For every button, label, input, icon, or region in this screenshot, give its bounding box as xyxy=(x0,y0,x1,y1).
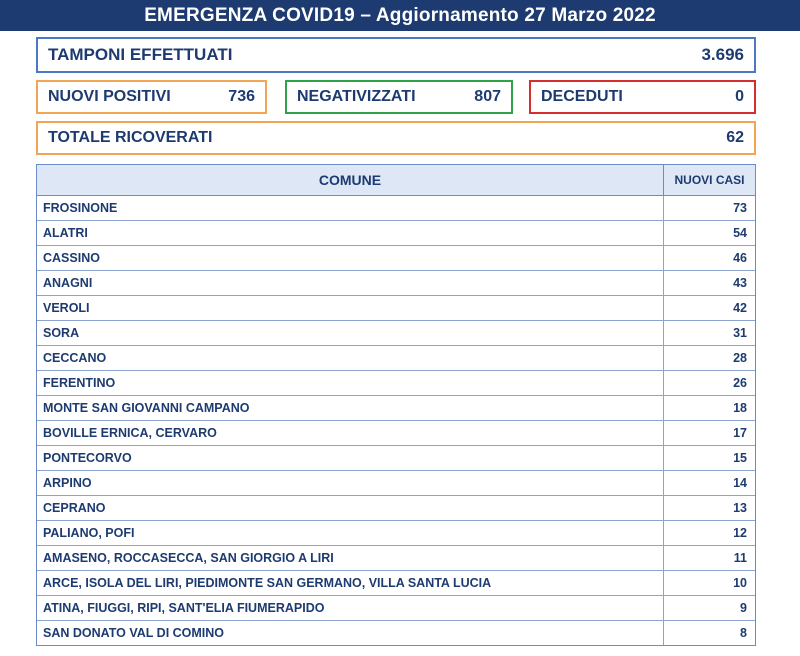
table-row xyxy=(37,371,755,396)
table-row xyxy=(37,571,755,596)
table-row xyxy=(37,296,755,321)
table-row xyxy=(37,221,755,246)
nuovi-casi-cell: 46 xyxy=(733,251,747,265)
table-row xyxy=(37,271,755,296)
table-row xyxy=(37,246,755,271)
comune-cell: PALIANO, POFI xyxy=(37,521,664,545)
deceduti-label: DECEDUTI xyxy=(541,88,623,105)
nuovi-casi-cell: 8 xyxy=(740,626,747,640)
table-row xyxy=(37,521,755,546)
nuovi-casi-cell: 28 xyxy=(733,351,747,365)
tamponi-value: 3.696 xyxy=(701,45,744,64)
comuni-table xyxy=(36,164,756,646)
table-body xyxy=(37,196,755,645)
nuovi-casi-cell: 12 xyxy=(733,526,747,540)
table-header xyxy=(37,165,755,196)
comune-cell: CASSINO xyxy=(37,246,664,270)
tamponi-label: TAMPONI EFFETTUATI xyxy=(48,45,233,64)
nuovi-casi-cell: 54 xyxy=(733,226,747,240)
negativizzati-value: 807 xyxy=(474,88,501,105)
report-header xyxy=(0,0,800,31)
nuovi-casi-cell: 14 xyxy=(733,476,747,490)
table-row xyxy=(37,471,755,496)
column-header-nuovi-casi: NUOVI CASI xyxy=(674,173,745,187)
totale-ricoverati-label: TOTALE RICOVERATI xyxy=(48,129,213,146)
comune-cell: ARPINO xyxy=(37,471,664,495)
nuovi-casi-cell: 13 xyxy=(733,501,747,515)
comune-cell: PONTECORVO xyxy=(37,446,664,470)
comune-cell: ALATRI xyxy=(37,221,664,245)
nuovi-casi-cell: 15 xyxy=(733,451,747,465)
comune-cell: SAN DONATO VAL DI COMINO xyxy=(37,621,664,645)
nuovi-casi-cell: 11 xyxy=(733,551,747,565)
totale-ricoverati-box xyxy=(36,121,756,155)
comune-cell: FROSINONE xyxy=(37,196,664,220)
comune-cell: FERENTINO xyxy=(37,371,664,395)
nuovi-casi-cell: 9 xyxy=(740,601,747,615)
table-row xyxy=(37,421,755,446)
comune-cell: CEPRANO xyxy=(37,496,664,520)
comune-cell: AMASENO, ROCCASECCA, SAN GIORGIO A LIRI xyxy=(37,546,664,570)
nuovi-positivi-label: NUOVI POSITIVI xyxy=(48,88,171,105)
nuovi-positivi-box xyxy=(36,80,267,114)
nuovi-positivi-value: 736 xyxy=(228,88,255,105)
comune-cell: SORA xyxy=(37,321,664,345)
nuovi-casi-cell: 73 xyxy=(733,201,747,215)
nuovi-casi-cell: 42 xyxy=(733,301,747,315)
comune-cell: VEROLI xyxy=(37,296,664,320)
comune-cell: ATINA, FIUGGI, RIPI, SANT'ELIA FIUMERAPIDO xyxy=(37,596,664,620)
table-row xyxy=(37,346,755,371)
comune-cell: ARCE, ISOLA DEL LIRI, PIEDIMONTE SAN GERMANO, VILLA SANTA LUCIA xyxy=(37,571,664,595)
table-row xyxy=(37,496,755,521)
totale-ricoverati-value: 62 xyxy=(726,129,744,146)
report-title: EMERGENZA COVID19 – Aggiornamento 27 Marzo 2022 xyxy=(144,4,656,26)
comune-cell: MONTE SAN GIOVANNI CAMPANO xyxy=(37,396,664,420)
nuovi-casi-cell: 18 xyxy=(733,401,747,415)
column-header-comune: COMUNE xyxy=(37,165,664,195)
table-row xyxy=(37,321,755,346)
table-row xyxy=(37,596,755,621)
table-row xyxy=(37,621,755,645)
table-row xyxy=(37,196,755,221)
negativizzati-label: NEGATIVIZZATI xyxy=(297,88,416,105)
nuovi-casi-cell: 10 xyxy=(733,576,747,590)
comune-cell: CECCANO xyxy=(37,346,664,370)
nuovi-casi-cell: 26 xyxy=(733,376,747,390)
table-row xyxy=(37,546,755,571)
table-row xyxy=(37,446,755,471)
deceduti-box xyxy=(529,80,756,114)
nuovi-casi-cell: 17 xyxy=(733,426,747,440)
nuovi-casi-cell: 31 xyxy=(733,326,747,340)
nuovi-casi-cell: 43 xyxy=(733,276,747,290)
deceduti-value: 0 xyxy=(735,88,744,105)
comune-cell: ANAGNI xyxy=(37,271,664,295)
negativizzati-box xyxy=(285,80,513,114)
table-row xyxy=(37,396,755,421)
tamponi-box xyxy=(36,37,756,73)
comune-cell: BOVILLE ERNICA, CERVARO xyxy=(37,421,664,445)
